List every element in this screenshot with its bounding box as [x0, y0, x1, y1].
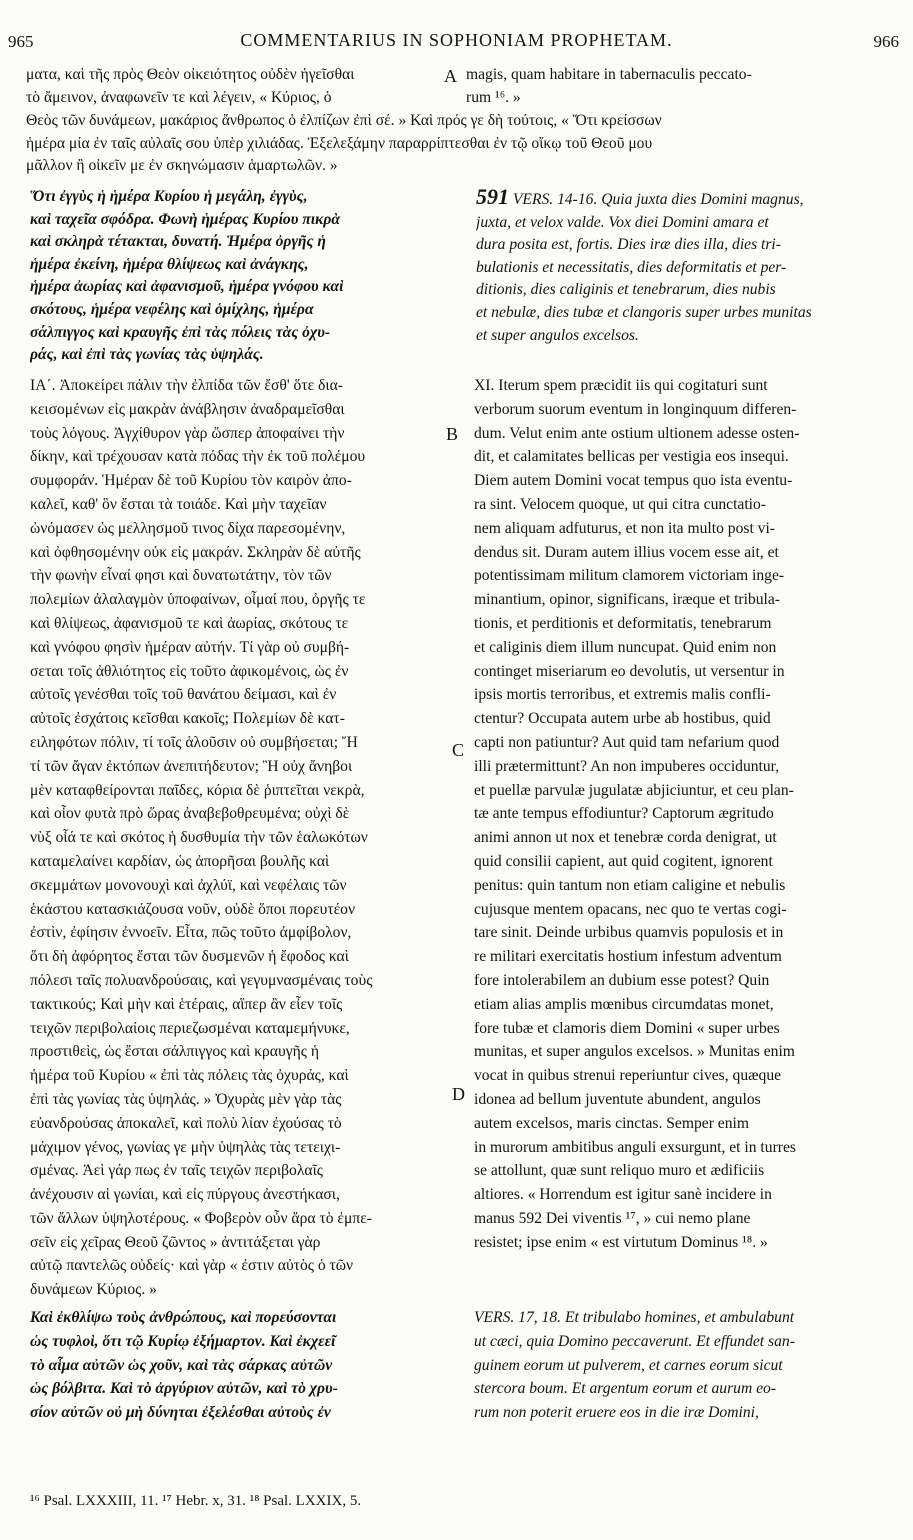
text-line: continget miseriarum eo devolutis, ut versentur in	[474, 662, 785, 680]
text-line: juxta, et velox valde. Vox diei Domini amara et	[476, 213, 769, 231]
text-line: tæ ante tempus effodiuntur? Captorum ægritudo	[474, 805, 774, 823]
text-line: Diem autem Domini vocat tempus quo ista eventu-	[474, 472, 793, 490]
text-line: Θεὸς τῶν δυνάμεων, μακάριος ἄνθρωπος ὁ ἐλπίζων ἐπὶ σέ. » Καὶ πρός γε δὴ τούτοις, « Ὅτι κρείσσων	[26, 112, 662, 129]
text-line: munitas, et super angulos excelsos. » Munitas enim	[474, 1043, 795, 1061]
text-line: quid consilii capient, aut quid cogitent, ignorent	[474, 852, 773, 870]
text-line: se attollunt, quæ sunt reliquo muro et ædificiis	[474, 1162, 765, 1180]
text-line: μὲν καταφθείρονται παῖδες, κόρια δὲ ῥιπτεῖται νεκρὰ,	[30, 781, 365, 799]
text-line: ειληφότων πόλιν, τί τοῖς ἁλοῦσιν οὐ συμβήσεται; Ἤ	[30, 733, 358, 751]
text-line: δυνάμεων Κύριος. »	[30, 1281, 157, 1299]
text-line: τῶν ἄλλων ὑψηλοτέρους. « Φοβερὸν οὖν ἄρα τὸ ἐμπε-	[30, 1209, 372, 1227]
text-line: ὅτι δὴ ἀφόρητος ἔσται τῶν δυσμενῶν ἡ ἔφοδος καὶ	[30, 948, 349, 966]
latin-top-right	[466, 64, 882, 109]
text-line: ράς, καὶ ἐπὶ τὰς γωνίας τὰς ὑψηλάς.	[30, 346, 264, 364]
text-line: etiam alias amplis mœnibus circumdatas monet,	[474, 995, 774, 1013]
text-line: Ὅτι ἐγγὺς ἡ ἡμέρα Κυρίου ἡ μεγάλη, ἐγγὺς,	[30, 188, 308, 205]
text-line: συμφοράν. Ἡμέραν δὲ τοῦ Κυρίου τὸν καιρὸν ἀπο-	[30, 472, 352, 490]
text-line: ditionis, dies caliginis et tenebrarum, dies nubis	[476, 281, 776, 299]
text-line: μάχιμον γένος, γωνίας γε μὴν ὑψηλὰς τὰς τετειχι-	[30, 1138, 341, 1156]
text-line: ἡμέρα μία ἐν ταῖς αὐλαῖς σου ὑπὲρ χιλιάδας. Ἐξελεξάμην παραρρίπτεσθαι ἐν τῷ οἴκῳ τοῦ Θεοῦ μου	[26, 134, 653, 152]
text-line: et super angulos excelsos.	[476, 326, 639, 344]
text-line: καὶ οἷον φυτὰ πρὸ ὥρας ἀναβεβοθρευμένα; οὐχὶ δὲ	[30, 805, 350, 823]
text-line: ipsis mortis terroribus, et extremis malis confli-	[474, 686, 771, 704]
text-line: σκότους, ἡμέρα νεφέλης καὶ ὁμίχλης, ἡμέρα	[30, 300, 314, 318]
text-line: ἑκάστου κατασκιάζουσα νοῦν, οὐδὲ ὅποι πορευτέον	[30, 900, 356, 918]
text-line: guinem eorum ut pulverem, et carnes eorum sicut	[474, 1356, 783, 1374]
text-line: τὴν φωνὴν εἶναί φησι καὶ δυνατωτάτην, τὸν τῶν	[30, 567, 332, 585]
text-line: τὸ ἄμεινον, ἀναφωνεῖν τε καὶ λέγειν, « Κύριος, ὁ	[26, 88, 332, 106]
text-line: cujusque mentem opacans, nec quo te vertas cogi-	[474, 900, 787, 918]
text-line: καὶ ὀφθησομένην οὐκ εἰς μακράν. Σκληρὰν δὲ αὐτῆς	[30, 543, 361, 561]
text-line: σάλπιγγος καὶ κραυγῆς ἐπὶ τὰς πόλεις τὰς ὀχυ-	[30, 323, 331, 341]
text-line: capti non patiuntur? Aut quid tam nefarium quod	[474, 733, 780, 751]
text-line: σκεμμάτων μονονουχὶ καὶ ἀχλύϊ, καὶ νεφέλαις τῶν	[30, 876, 347, 894]
text-line: μᾶλλον ἢ οἰκεῖν με ἐν σκηνώμασιν ἁμαρτωλῶν. »	[26, 157, 338, 175]
text-line: animi annon ut nox et tenebræ corda denigrat, ut	[474, 829, 777, 847]
text-line: stercora boum. Et argentum eorum et aurum eo-	[474, 1380, 777, 1398]
text-line: autem excelsos, maris cinctas. Semper enim	[474, 1114, 749, 1132]
text-line: τοὺς λόγους. Ἀγχίθυρον γὰρ ὥσπερ ἀποφαίνει τὴν	[30, 424, 345, 442]
text-line: καλεῖ, καθ' ὃν ἔσται τὰ τοιάδε. Καὶ μὴν ταχεῖαν	[30, 495, 327, 513]
text-line: τειχῶν περιβολαίοις περιεζωσμέναι καταμεμήνυκε,	[30, 1019, 350, 1037]
text-line-part: VERS. 14-16. Quia juxta dies Domini magnus,	[512, 191, 804, 208]
text-line: εὐανδρούσας ἀποκαλεῖ, καὶ πολὺ λίαν ἐχούσας τὸ	[30, 1114, 342, 1132]
text-line: καὶ θλίψεως, ἀφανισμοῦ τε καὶ ἀωρίας, σκότους τε	[30, 614, 349, 632]
text-line: resistet; ipse enim « est virtutum Dominus ¹⁸. »	[474, 1233, 768, 1251]
text-line: penitus: quin tantum non etiam caligine et nebulis	[474, 876, 786, 894]
text-line: ΙΑ΄. Ἀποκείρει πάλιν τὴν ἐλπίδα τῶν ἔσθ' ὅτε δια-	[30, 377, 343, 394]
text-line: ἀνέχουσιν αἱ γωνίαι, καὶ εἰς πύργους ἀνεστήκασι,	[30, 1186, 340, 1204]
text-line: σμένας. Ἀεὶ γάρ πως ἐν ταῖς τειχῶν περιβολαῖς	[30, 1162, 323, 1180]
text-line: re militari exercitatis hostium infestum adventum	[474, 948, 782, 966]
text-line: manus 592 Dei viventis ¹⁷, » cui nemo plane	[474, 1209, 751, 1227]
text-line: ἡμέρα ἐκείνη, ἡμέρα θλίψεως καὶ ἀνάγκης,	[30, 255, 309, 273]
text-line: potentissimam militum clamorem victoriam inge-	[474, 567, 785, 585]
text-line: πόλεσι ταῖς πολυανδρούσαις, καὶ γεγυμνασμέναις τοὺς	[30, 971, 373, 989]
text-line: αὐτῷ παντελῶς οὐδείς· καὶ γὰρ « ἐστιν αὐτὸς ὁ τῶν	[30, 1257, 354, 1275]
greek-top-left	[26, 64, 438, 109]
page-number-right: 966	[873, 32, 899, 51]
text-line: et nebulæ, dies tubæ et clangoris super urbes munitas	[476, 303, 812, 321]
text-line: dura posita est, fortis. Dies iræ dies illa, dies tri-	[476, 236, 781, 254]
text-line: dit, et calamitates bellicas per vestigia eos insequi.	[474, 448, 789, 466]
text-line: προστιθεὶς, ὡς ἔσται σάλπιγγος καὶ κραυγῆς ἡ	[30, 1043, 319, 1061]
text-line: καὶ γνόφου φησὶν ἡμέραν αὐτήν. Τί γὰρ οὐ συμβή-	[30, 638, 350, 656]
text-line: ἡμέρα ἀωρίας καὶ ἀφανισμοῦ, ἡμέρα γνόφου καὶ	[30, 278, 344, 296]
text-line: rum non poterit eruere eos in die iræ Domini,	[474, 1404, 759, 1422]
text-line: nem aliquam adfuturus, et non ita multo post vi-	[474, 519, 775, 537]
text-line: ματα, καὶ τῆς πρὸς Θεὸν οἰκειότητος οὐδὲν ἡγεῖσθαι	[26, 66, 355, 83]
text-line: αὐτοῖς γενέσθαι τοῖς τοῦ θανάτου δείμασι, καὶ ἐν	[30, 686, 337, 704]
text-line: altiores. « Horrendum est igitur sanè incidere in	[474, 1186, 772, 1204]
greek-lemma-1	[30, 186, 448, 367]
column-number: 591	[476, 186, 509, 209]
text-line: dum. Velut enim ante ostium ultionem adesse osten-	[474, 424, 800, 442]
text-line: δίκην, καὶ τρέχουσαν κατὰ πόδας τὴν ἐκ τοῦ πολέμου	[30, 448, 366, 466]
text-line: rum ¹⁶. »	[466, 88, 521, 106]
text-line: VERS. 17, 18. Et tribulabo homines, et ambulabunt	[474, 1309, 795, 1326]
text-line: fore tubæ et clamoris diem Domini « super urbes	[474, 1019, 780, 1037]
running-title: COMMENTARIUS IN SOPHONIAM PROPHETAM.	[240, 30, 673, 50]
margin-letter-b: B	[446, 424, 459, 444]
text-line: τί τῶν ἄγαν ἐκτόπων ἀνεπιτήδευτον; Ἢ οὐχ ἄνηβοι	[30, 757, 353, 775]
text-line: ἡμέρα τοῦ Κυρίου « ἐπὶ τὰς πόλεις τὰς ὀχυράς, καὶ	[30, 1067, 349, 1085]
text-line: bulationis et necessitatis, dies deformitatis et per-	[476, 258, 787, 276]
text-line: ctentur? Occupata autem urbe ab hostibus, quid	[474, 710, 771, 728]
text-line: fore intolerabilem an dubium esse potest? Quin	[474, 971, 770, 989]
text-line: ut cæci, quia Domino peccaverunt. Et effundet san-	[474, 1332, 795, 1350]
text-line: αὐτοῖς ἐσχάτοις κεῖσθαι κακοῖς; Πολεμίων δὲ κατ-	[30, 710, 345, 728]
text-line: ὡς τυφλοὶ, ὅτι τῷ Κυρίῳ ἐξήμαρτον. Καὶ ἐκχεεῖ	[30, 1332, 336, 1350]
text-line: ra sint. Velocem quoque, ut qui citra cunctatio-	[474, 495, 767, 513]
latin-commentary	[474, 374, 886, 1254]
text-line: vocat in quibus strenui reperiuntur cives, quæque	[474, 1067, 782, 1085]
text-line: τὸ αἷμα αὐτῶν ὡς χοῦν, καὶ τὰς σάρκας αὐτῶν	[30, 1356, 333, 1374]
greek-lemma-2	[30, 1306, 448, 1425]
text-line: πολεμίων ἀλαλαγμὸν ὑποφαίνων, οἶμαί που, ὀργῆς τε	[30, 591, 366, 609]
text-line: ὡς βόλβιτα. Καὶ τὸ ἀργύριον αὐτῶν, καὶ τὸ χρυ-	[30, 1380, 338, 1398]
margin-letter-a: A	[444, 66, 457, 86]
text-line: XI. Iterum spem præcidit iis qui cogitaturi sunt	[474, 377, 768, 394]
text-line: νὺξ οἷά τε καὶ σκότος ἡ δυσθυμία τὴν τῶν ἑαλωκότων	[30, 829, 368, 847]
running-header	[0, 26, 913, 54]
text-line: ἐστὶν, ἐφίησιν ἐννοεῖν. Εἶτα, πῶς τοῦτο ἀμφίβολον,	[30, 924, 352, 942]
text-line: σίον αὐτῶν οὐ μὴ δύνηται ἐξελέσθαι αὐτοὺς ἐν	[30, 1404, 331, 1422]
text-line: τακτικούς; Καὶ μὴν καὶ ἑτέραις, αἵπερ ἂν εἶεν τοῖς	[30, 995, 343, 1013]
margin-letter-c: C	[452, 740, 465, 760]
text-line: illi prætermittunt? An non impuberes occiduntur,	[474, 757, 780, 775]
text-line: in murorum ambitibus anguli exsurgunt, et in turres	[474, 1138, 796, 1156]
text-line: ἐπὶ τὰς γωνίας τὰς ὑψηλάς. » Ὀχυρὰς μὲν γὰρ τὰς	[30, 1090, 342, 1108]
greek-commentary	[30, 374, 448, 1302]
latin-lemma-1	[476, 186, 886, 347]
text-line: καὶ ταχεῖα σφόδρα. Φωνὴ ἡμέρας Κυρίου πικρὰ	[30, 210, 341, 228]
text-line: magis, quam habitare in tabernaculis peccato-	[466, 66, 752, 83]
text-line: et caliginis diem illum nuncupat. Quid enim non	[474, 638, 777, 656]
margin-letter-d: D	[452, 1084, 465, 1104]
text-line: ὠνόμασεν ὡς μελλησμοῦ τινος δίχα παρεσομένην,	[30, 519, 346, 537]
text-line: minantium, opinor, significans, iræque et tribula-	[474, 591, 780, 609]
text-line: dendus sit. Duram autem illius vocem esse ait, et	[474, 543, 779, 561]
text-line: verborum suorum eventum in longinquum differen-	[474, 400, 797, 418]
text-line: idonea ad bellum juventute abundent, angulos	[474, 1090, 761, 1108]
page-number-left: 965	[8, 32, 34, 51]
text-line: κεισομένων εἰς μακρὰν ἀνάβλησιν ἀναδραμεῖσθαι	[30, 400, 345, 418]
footnotes: ¹⁶ Psal. LXXXIII, 11. ¹⁷ Hebr. x, 31. ¹⁸ Psal. LXXIX, 5.	[30, 1493, 362, 1509]
text-line: σεῖν εἰς χεῖρας Θεοῦ ζῶντος » ἀντιτάξεται γὰρ	[30, 1233, 321, 1251]
greek-top-full	[26, 110, 886, 178]
text-line: καὶ σκληρὰ τέτακται, δυνατή. Ἡμέρα ὀργῆς ἡ	[30, 233, 326, 251]
latin-lemma-2	[474, 1306, 886, 1425]
text-line: tionis, et perditionis et deformitatis, tenebrarum	[474, 614, 772, 632]
text-line: Καὶ ἐκθλίψω τοὺς ἀνθρώπους, καὶ πορεύσονται	[30, 1309, 337, 1326]
text-line: et puellæ parvulæ jugulatæ abjiciuntur, et ceu plan-	[474, 781, 794, 799]
text-line: tare sinit. Deinde urbibus quamvis populosis et in	[474, 924, 784, 942]
text-line: σεται τοῖς ἀθλιότητος εἰς τοῦτο ἀφικομένοις, ὡς ἐν	[30, 662, 349, 680]
text-line: καταμελαίνει καρδίαν, ὡς ἀπορῆσαι βουλῆς καὶ	[30, 852, 330, 870]
text-line	[476, 186, 886, 212]
